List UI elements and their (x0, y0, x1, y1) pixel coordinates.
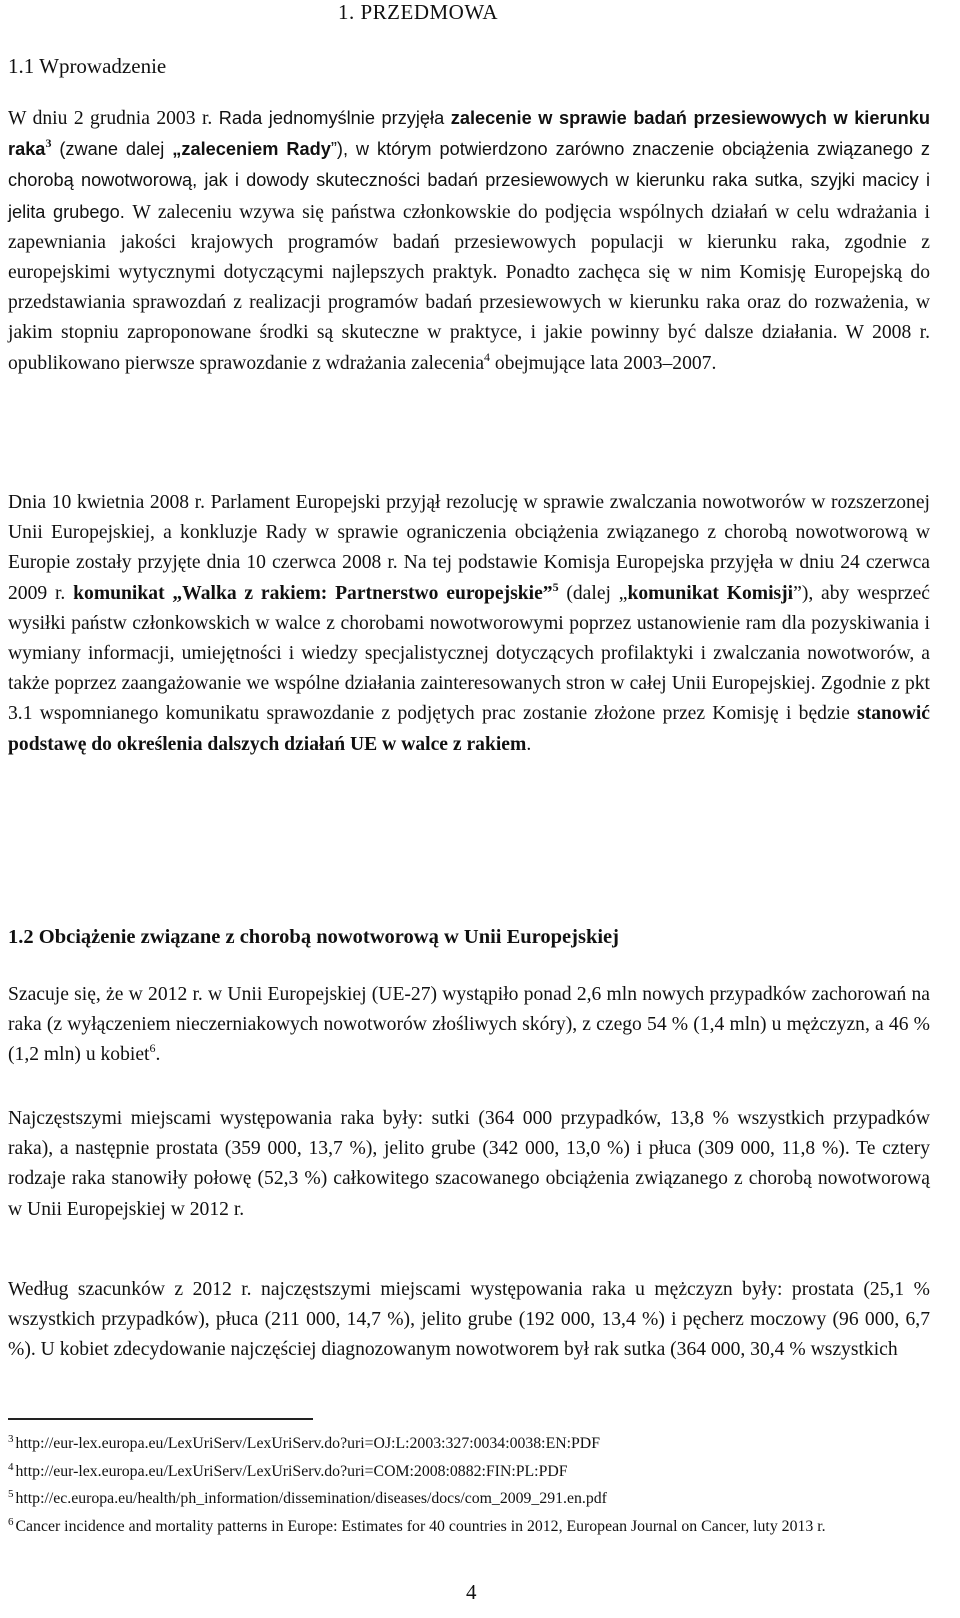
paragraph-men-women (8, 1275, 930, 1366)
footnote-ref: 5 (552, 579, 559, 594)
text-run: (dalej „ (558, 582, 628, 604)
text-run: Najczęstszymi miejscami występowania raka były: sutki (364 000 przypadków, 13,8 % wszystkich przypadków raka), a następnie prostata (359 000, 13,7 %), jelito grube (342 000, 13,0 %) i płuca (309 000, 11,8 %). Te cztery rodzaje raka stanowiły połowę (52,3 %) całkowitego szacowanego obciążenia związanego z chorobą nowotworową w Unii Europejskiej w 2012 r. (8, 1108, 930, 1220)
section-heading-1-1: 1.1 Wprowadzenie (8, 54, 167, 78)
paragraph-parliament (8, 488, 930, 760)
footnote (8, 1483, 930, 1511)
paragraph-common-sites (8, 1104, 930, 1225)
footnote-number: 4 (8, 1460, 14, 1473)
text-run: zalecenie w sprawie badań przesiewowych w kierunku raka (8, 108, 930, 160)
text-run: Według szacunków z 2012 r. najczęstszymi miejscami występowania raka u mężczyzn były: prostata (25,1 % wszystkich przypadków), płuca (211 000, 14,7 %), jelito grube (192 000, 13,4 %) i pęcherz moczowy (96 000, 6,7 %). U kobiet zdecydowanie najczęściej diagnozowanym nowotworem był rak sutka (364 000, 30,4 % wszystkich (8, 1279, 930, 1361)
footnote-text: http://ec.europa.eu/health/ph_information/dissemination/diseases/docs/com_2009_291.en.pdf (15, 1490, 607, 1507)
text-run: (zwane dalej (51, 139, 173, 160)
paragraph-estimates (8, 980, 930, 1071)
text-run: . (155, 1044, 161, 1066)
page-number: 4 (466, 1580, 477, 1604)
text-run: Rada jednomyślnie przyjęła (218, 108, 451, 128)
paragraph-intro (8, 103, 930, 379)
text-run: komunikat Komisji (627, 582, 794, 604)
footnote-text: Cancer incidence and mortality patterns in Europe: Estimates for 40 countries in 2012, European Journal on Cancer, luty 2013 r. (15, 1517, 826, 1535)
text-run: W dniu 2 grudnia 2003 r. (8, 108, 219, 129)
text-run: W zaleceniu wzywa się państwa członkowskie do podjęcia wspólnych działań w celu wdrażania i zapewniania jakości krajowych programów badań przesiewowych populacji w kierunku raka, zgodnie z europejskimi wytycznymi dotyczącymi najlepszych praktyk. Ponadto zachęca się w nim Komisję Europejską do przedstawiania sprawozdań z realizacji programów badań przesiewowych w kierunku raka oraz do rozważenia, w jakim stopniu zaproponowane środki są skuteczne w praktyce, i jakie powinny być dalsze działania. W 2008 r. opublikowano pierwsze sprawozdanie z wdrażania zalecenia (8, 201, 930, 374)
footnote-number: 5 (8, 1488, 14, 1500)
text-run: ”), aby wesprzeć wysiłki państw członkowskich w walce z chorobami nowotworowymi poprzez ustanowienie ram dla pozyskiwania i wymiany informacji, umiejętności i wiedzy specjalistycznej dotyczących profilaktyki i zwalczania nowotworów, a także poprzez zaangażowanie we wspólne działania zainteresowanych stron w całej Unii Europejskiej. Zgodnie z pkt 3.1 wspomnianego komunikatu sprawozdanie z podjętych prac zostanie złożone przez Komisję i będzie (8, 582, 931, 725)
footnote (8, 1428, 930, 1456)
text-run: ”), w którym potwierdzono zarówno znaczenie obciążenia związanego z chorobą nowotworową, jak i dowody skuteczności badań przesiewowych w kierunku raka sutka, szyjki macicy i jelita grubego. (8, 139, 931, 222)
text-run: Dnia 10 kwietnia 2008 r. Parlament Europejski przyjął rezolucję w sprawie zwalczania nowotworów w rozszerzonej Unii Europejskiej, a konkluzje Rady w sprawie ograniczenia obciążenia związanego z chorobą nowotworową w Europie zostały przyjęte dnia 10 czerwca 2008 r. Na tej podstawie Komisja Europejska przyjęła w dniu 24 czerwca 2009 r. (8, 492, 930, 604)
text-run: Szacuje się, że w 2012 r. w Unii Europejskiej (UE-27) wystąpiło ponad 2,6 mln nowych przypadków zachorowań na raka (z wyłączeniem nieczerniakowych nowotworów złośliwych skóry), z czego 54 % (1,4 mln) u mężczyzn, a 46 % (1,2 mln) u kobiet (8, 984, 930, 1066)
footnote-number: 6 (8, 1515, 14, 1528)
footnote-ref: 6 (149, 1041, 156, 1056)
footnotes (8, 1428, 930, 1538)
footnote (8, 1511, 930, 1539)
footnote-ref: 4 (484, 349, 491, 364)
text-run: „zaleceniem Rady (172, 139, 331, 160)
footnote-text: http://eur-lex.europa.eu/LexUriServ/LexUriServ.do?uri=OJ:L:2003:327:0034:0038:EN:PDF (15, 1435, 600, 1452)
text-run: komunikat „Walka z rakiem: Partnerstwo europejskie” (73, 582, 553, 604)
text-run: obejmujące lata 2003–2007. (490, 352, 717, 374)
text-run: . (526, 733, 532, 755)
text-run: stanowić podstawę do określenia dalszych działań UE w walce z rakiem (8, 703, 930, 755)
footnote-ref: 3 (45, 136, 52, 151)
footnote (8, 1456, 930, 1484)
footnote-number: 3 (8, 1433, 14, 1445)
footnote-separator (8, 1418, 313, 1420)
chapter-title: 1. PRZEDMOWA (338, 0, 499, 24)
footnote-text: http://eur-lex.europa.eu/LexUriServ/LexUriServ.do?uri=COM:2008:0882:FIN:PL:PDF (15, 1462, 568, 1480)
section-heading-1-2: 1.2 Obciążenie związane z chorobą nowotworową w Unii Europejskiej (8, 926, 619, 948)
